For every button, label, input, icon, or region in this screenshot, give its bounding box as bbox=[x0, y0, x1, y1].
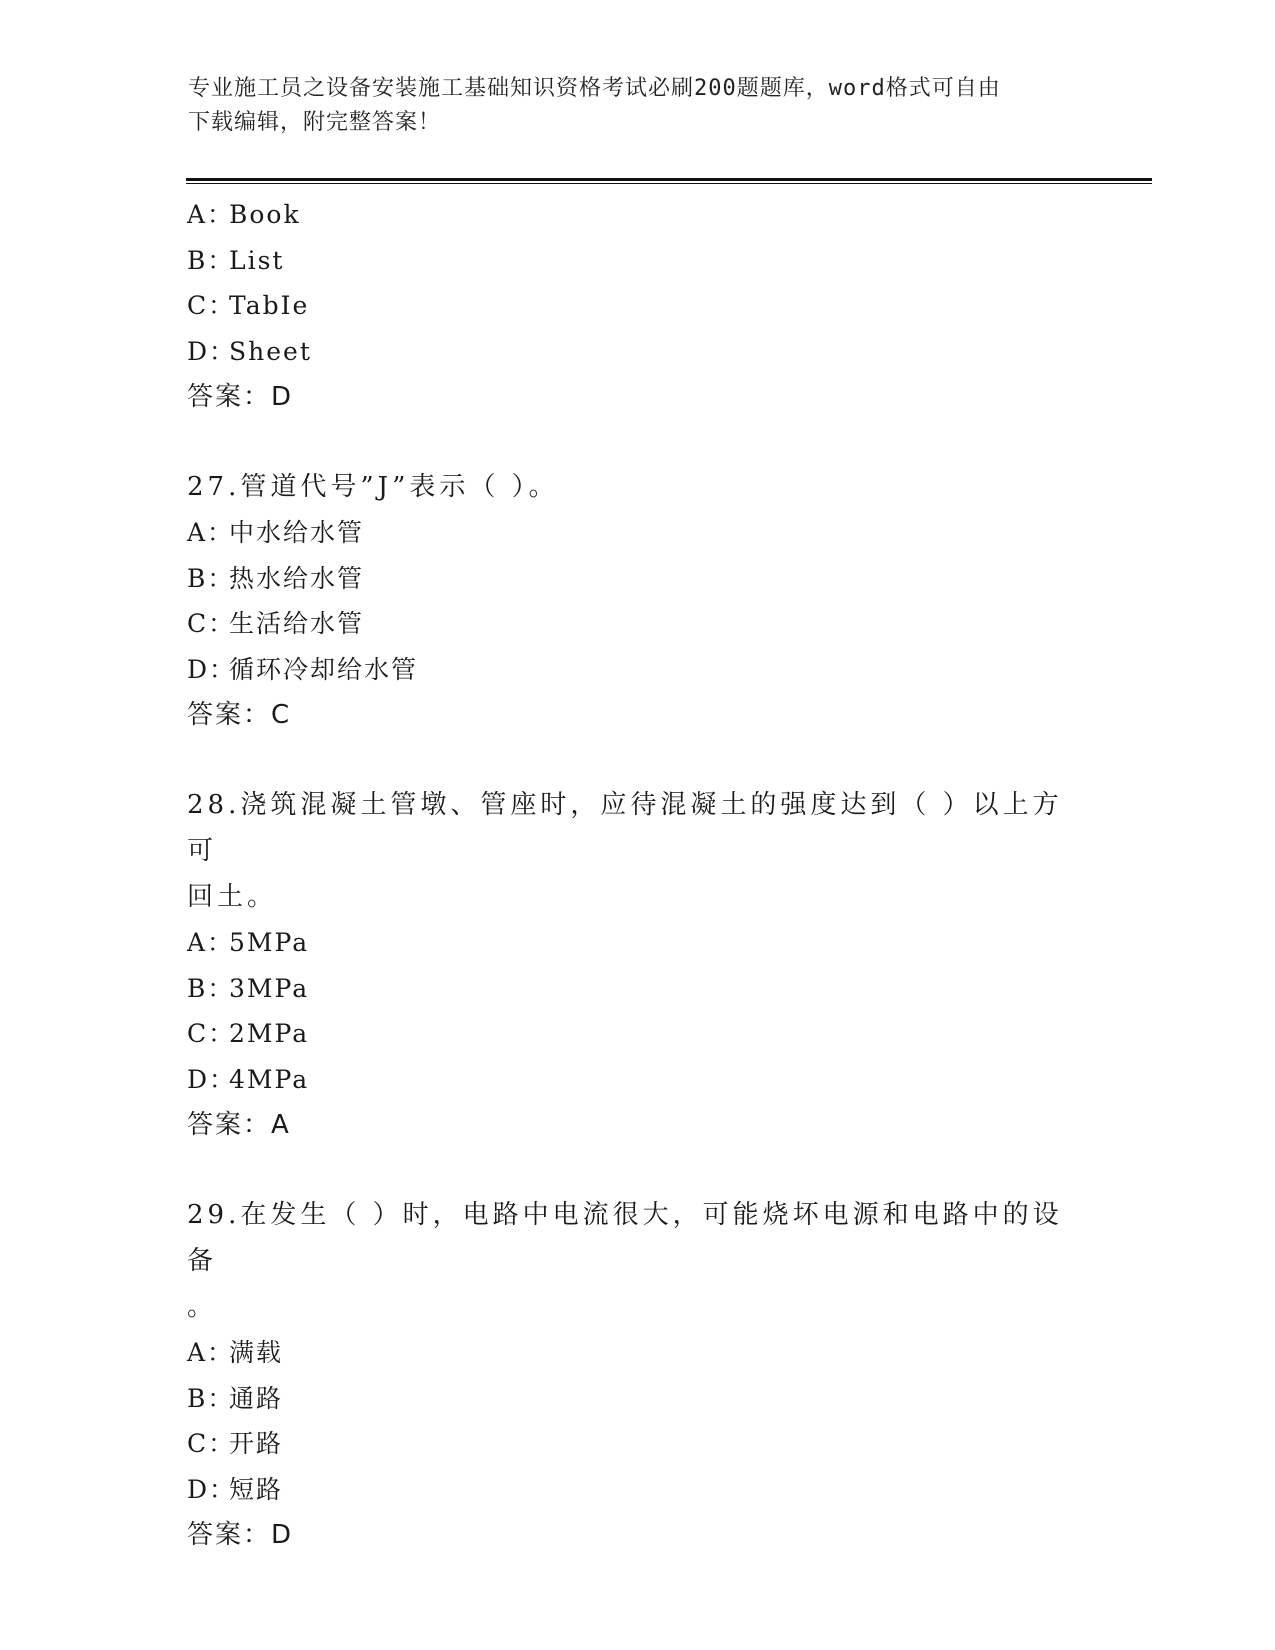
option-key: C： bbox=[187, 1429, 236, 1458]
question-block-27 bbox=[187, 464, 1067, 738]
option-key: C： bbox=[187, 291, 236, 320]
option-a bbox=[187, 920, 1067, 966]
question-block-28 bbox=[187, 782, 1067, 1148]
answer-line: 答案：A bbox=[187, 1110, 291, 1140]
option-key: A： bbox=[187, 1338, 235, 1367]
option-b bbox=[187, 556, 1067, 602]
header-rule-thin bbox=[186, 183, 1152, 184]
spacer bbox=[187, 1148, 1067, 1192]
option-text: 2MPa bbox=[229, 1019, 310, 1048]
option-text: Book bbox=[229, 200, 301, 229]
option-text: Sheet bbox=[229, 336, 312, 366]
option-a bbox=[187, 1330, 1067, 1376]
option-key: B： bbox=[187, 973, 235, 1003]
option-c bbox=[187, 1011, 1067, 1057]
option-key: D： bbox=[187, 336, 237, 366]
spacer bbox=[187, 738, 1067, 782]
option-key: D： bbox=[187, 1064, 237, 1094]
option-key: B： bbox=[187, 1383, 235, 1413]
option-b bbox=[187, 966, 1067, 1012]
option-b bbox=[187, 238, 1067, 284]
option-text: 热水给水管 bbox=[229, 563, 365, 593]
option-key: B： bbox=[187, 563, 235, 593]
option-b bbox=[187, 1376, 1067, 1422]
document-header bbox=[188, 72, 1068, 140]
option-text: TabIe bbox=[229, 291, 310, 320]
question-title: 29.在发生（ ）时，电路中电流很大，可能烧坏电源和电路中的设备 bbox=[187, 1200, 1063, 1276]
option-key: A： bbox=[187, 518, 235, 547]
question-title: 28.浇筑混凝土管墩、管座时，应待混凝土的强度达到（ ）以上方可 bbox=[187, 790, 1063, 866]
option-a bbox=[187, 192, 1067, 238]
answer-line: 答案：D bbox=[187, 1520, 294, 1550]
header-rule-thick bbox=[186, 178, 1152, 181]
header-line-1: 专业施工员之设备安装施工基础知识资格考试必刷200题题库，word格式可自由 bbox=[188, 76, 1001, 101]
option-key: B： bbox=[187, 245, 235, 275]
option-key: D： bbox=[187, 1474, 237, 1504]
question-title: 27.管道代号”J”表示（ ）。 bbox=[187, 472, 559, 502]
option-text: 中水给水管 bbox=[229, 518, 365, 547]
option-text: 循环冷却给水管 bbox=[229, 654, 419, 684]
option-key: D： bbox=[187, 654, 237, 684]
option-key: A： bbox=[187, 200, 235, 229]
option-key: C： bbox=[187, 1019, 236, 1048]
option-key: C： bbox=[187, 609, 236, 638]
option-text: 生活给水管 bbox=[229, 609, 365, 638]
answer-line: 答案：D bbox=[187, 382, 294, 412]
option-d bbox=[187, 1057, 1067, 1103]
header-line-2: 下载编辑，附完整答案！ bbox=[188, 110, 442, 135]
option-d bbox=[187, 1467, 1067, 1513]
question-block-29 bbox=[187, 1192, 1067, 1558]
option-d bbox=[187, 647, 1067, 693]
option-a bbox=[187, 510, 1067, 556]
option-text: 开路 bbox=[229, 1429, 284, 1458]
question-block-prev bbox=[187, 192, 1067, 420]
option-text: 4MPa bbox=[229, 1064, 310, 1094]
option-key: A： bbox=[187, 928, 235, 957]
option-c bbox=[187, 283, 1067, 329]
option-c bbox=[187, 1421, 1067, 1467]
question-title-continued: 。 bbox=[187, 1292, 218, 1322]
option-text: 3MPa bbox=[229, 973, 310, 1003]
question-list bbox=[187, 192, 1067, 1558]
option-d bbox=[187, 329, 1067, 375]
option-c bbox=[187, 601, 1067, 647]
question-title-continued: 回土。 bbox=[187, 882, 278, 912]
answer-line: 答案：C bbox=[187, 700, 292, 730]
option-text: 通路 bbox=[229, 1383, 284, 1413]
option-text: 满载 bbox=[229, 1338, 284, 1367]
option-text: 短路 bbox=[229, 1474, 284, 1504]
spacer bbox=[187, 420, 1067, 464]
option-text: List bbox=[229, 245, 285, 275]
option-text: 5MPa bbox=[229, 928, 310, 957]
